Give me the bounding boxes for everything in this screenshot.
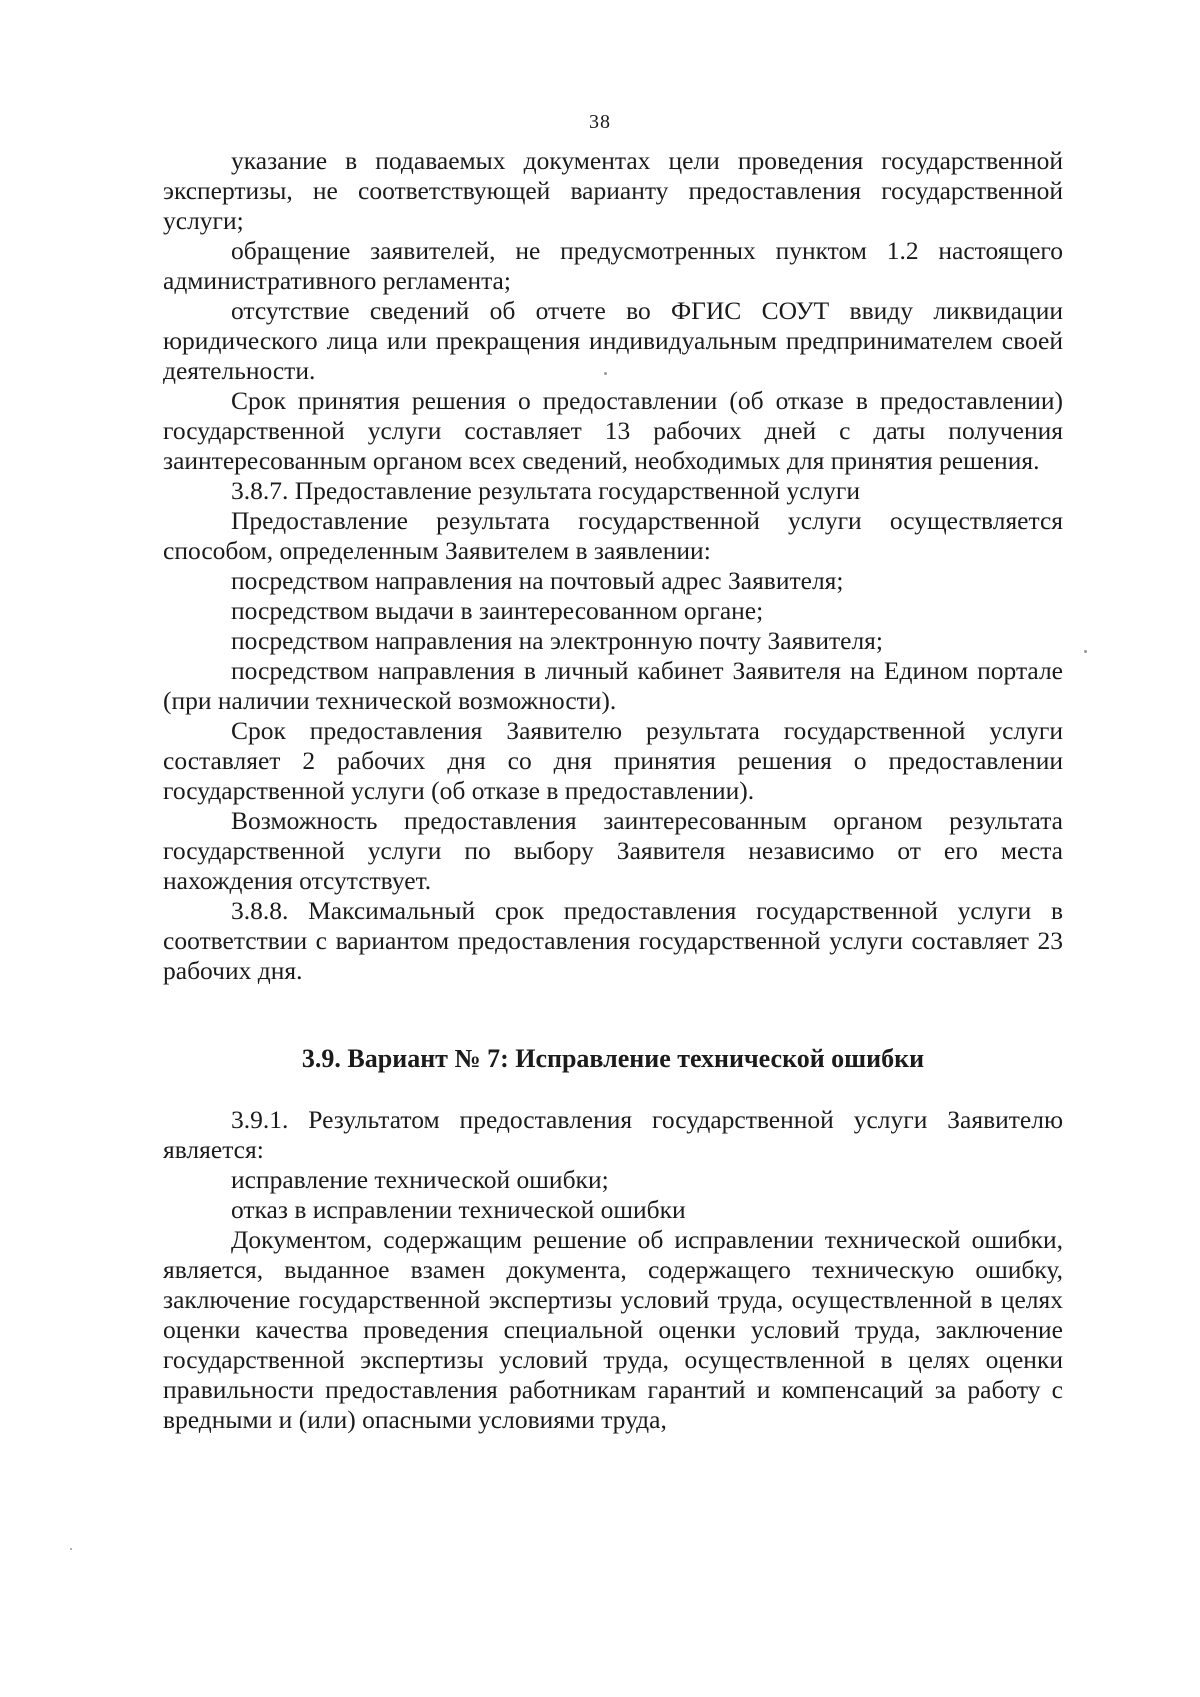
paragraph: обращение заявителей, не предусмотренных пунктом 1.2 настоящего административного регламента; bbox=[163, 236, 1063, 295]
text-block-1 bbox=[163, 146, 1063, 986]
scan-speck bbox=[1084, 650, 1087, 653]
scan-speck bbox=[604, 372, 607, 375]
paragraph: Предоставление результата государственной услуги осуществляется способом, определенным Заявителем в заявлении: bbox=[163, 506, 1063, 565]
paragraph: Срок принятия решения о предоставлении (об отказе в предоставлении) государственной услуги составляет 13 рабочих дней с даты получения заинтересованным органом всех сведений, необходимых для принятия решения. bbox=[163, 386, 1063, 475]
paragraph: Возможность предоставления заинтересованным органом результата государственной услуги по выбору Заявителя независимо от его места нахождения отсутствует. bbox=[163, 806, 1063, 895]
list-item: посредством выдачи в заинтересованном органе; bbox=[231, 596, 764, 625]
paragraph: Документом, содержащим решение об исправлении технической ошибки, является, выданное взамен документа, содержащего техническую ошибку, заключение государственной экспертизы условий труда, осуществленной в целях оценки качества проведения специальной оценки условий труда, заключение государственной экспертизы условий труда, осуществленной в целях оценки правильности предоставления работникам гарантий и компенсаций за работу с вредными и (или) опасными условиями труда, bbox=[163, 1225, 1063, 1434]
paragraph: 3.8.8. Максимальный срок предоставления государственной услуги в соответствии с вариантом предоставления государственной услуги составляет 23 рабочих дня. bbox=[163, 896, 1063, 985]
section-heading: 3.9. Вариант № 7: Исправление технической ошибки bbox=[301, 1044, 925, 1073]
list-item: посредством направления на электронную почту Заявителя; bbox=[231, 626, 883, 655]
text-block-2 bbox=[163, 1105, 1063, 1435]
section-heading-block bbox=[163, 1044, 1063, 1074]
paragraph: 3.9.1. Результатом предоставления государственной услуги Заявителю является: bbox=[163, 1105, 1063, 1164]
page-number: 38 bbox=[589, 111, 611, 133]
paragraph: Срок предоставления Заявителю результата государственной услуги составляет 2 рабочих дня со дня принятия решения о предоставлении государственной услуги (об отказе в предоставлении). bbox=[163, 716, 1063, 805]
paragraph: указание в подаваемых документах цели проведения государственной экспертизы, не соответствующей варианту предоставления государственной услуги; bbox=[163, 146, 1063, 235]
subsection-title: 3.8.7. Предоставление результата государственной услуги bbox=[231, 476, 861, 505]
list-item: посредством направления в личный кабинет Заявителя на Едином портале (при наличии технической возможности). bbox=[163, 656, 1063, 715]
list-item: исправление технической ошибки; bbox=[231, 1165, 609, 1194]
scan-speck bbox=[70, 1548, 72, 1550]
paragraph: отсутствие сведений об отчете во ФГИС СОУТ ввиду ликвидации юридического лица или прекращения индивидуальным предпринимателем своей деятельности. bbox=[163, 296, 1063, 385]
list-item: отказ в исправлении технической ошибки bbox=[231, 1195, 686, 1224]
list-item: посредством направления на почтовый адрес Заявителя; bbox=[231, 566, 844, 595]
